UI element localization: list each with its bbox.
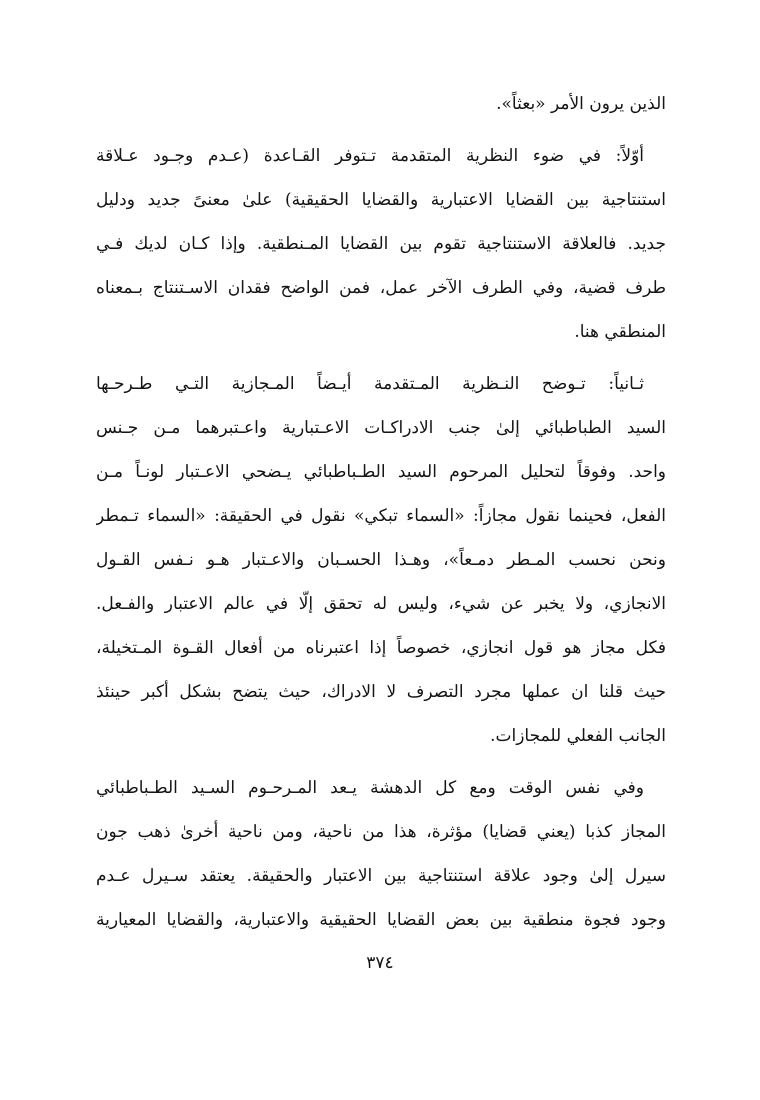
text-line: المجاز كذبا (يعني قضايا) مؤثرة، هذا من ناحية، ومن ناحية أخرىٰ ذهب جون (96, 822, 666, 842)
text-line: ونحن نحسب المـطر دمـعاً»، وهـذا الحسـبان والاعـتبار هـو نـفس القـول (96, 550, 666, 570)
text-line: الذين يرون الأمر «بعثاً». (496, 94, 666, 114)
text-line: المنطقي هنا. (574, 322, 666, 342)
text-line: طرف قضية، وفي الطرف الآخر عمل، فمن الواضح فقدان الاسـتنتاج بـمعناه (96, 278, 666, 298)
page-number: ٣٧٤ (366, 953, 394, 973)
text-line: فكل مجاز هو قول انجازي، خصوصاً إذا اعتبرناه من أفعال القـوة المـتخيلة، (96, 638, 666, 658)
text-line: الانجازي، ولا يخبر عن شيء، وليس له تحقق إلّا في عالم الاعتبار والفـعل. (96, 594, 666, 614)
paragraph (96, 766, 666, 942)
text-line: الجانب الفعلي للمجازات. (490, 726, 666, 746)
text-line: وجود فجوة منطقية بين بعض القضايا الحقيقية والاعتبارية، والقضايا المعيارية (96, 910, 666, 930)
text-line: ثـانياً: تـوضح النـظرية المـتقدمة أيـضاً المـجازية التـي طـرحـها (96, 374, 644, 394)
body-text (96, 82, 666, 942)
text-line: واحد. وفوقاً لتحليل المرحوم السيد الطـباطبائي يـضحي الاعـتبار لونـاً مـن (96, 462, 666, 482)
paragraph (96, 362, 666, 758)
text-line: أوّلاً: في ضوء النظرية المتقدمة تـتوفر القـاعدة (عـدم وجـود عـلاقة (96, 146, 644, 166)
paragraph (96, 134, 666, 354)
text-line: استنتاجية بين القضايا الاعتبارية والقضايا الحقيقية) علىٰ معنىً جديد ودليل (96, 190, 666, 210)
text-line: حيث قلنا ان عملها مجرد التصرف لا الادراك، حيث يتضح بشكل أكبر حينئذ (96, 682, 666, 702)
text-line: سيرل إلىٰ وجود علاقة استنتاجية بين الاعتبار والحقيقة. يعتقد سـيرل عـدم (96, 866, 666, 886)
text-line: جديد. فالعلاقة الاستنتاجية تقوم بين القضايا المـنطقية. وإذا كـان لديك فـي (96, 234, 666, 254)
text-line: السيد الطباطبائي إلىٰ جنب الادراكـات الاعـتبارية واعـتبرهما مـن جـنس (96, 418, 666, 438)
text-line: وفي نفس الوقت ومع كل الدهشة يـعد المـرحـوم السـيد الطـباطبائي (96, 778, 644, 798)
paragraph (96, 82, 666, 126)
text-line: الفعل، فحينما نقول مجازاً: «السماء تبكي» نقول في الحقيقة: «السماء تـمطر (96, 506, 666, 526)
